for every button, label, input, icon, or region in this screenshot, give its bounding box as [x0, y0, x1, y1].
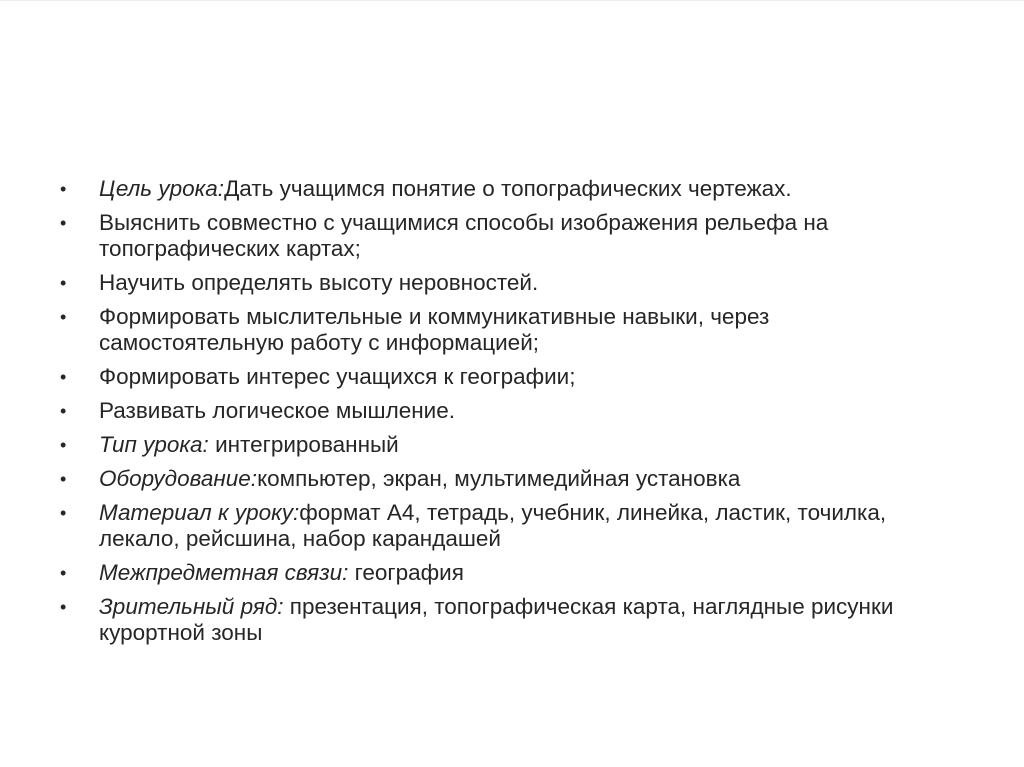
- item-term: Материал к уроку:: [99, 500, 300, 525]
- item-term: Межпредметная связи:: [99, 560, 349, 585]
- list-item: [58, 210, 958, 262]
- item-term: Тип урока:: [99, 432, 209, 457]
- item-term: Оборудование:: [99, 466, 258, 491]
- list-item: [58, 398, 958, 424]
- item-text: Научить определять высоту неровностей.: [99, 270, 539, 295]
- item-text: формат А4, тетрадь, учебник, линейка, ластик, точилка, лекало, рейсшина, набор карандашей: [99, 500, 887, 551]
- bullet-icon: •: [60, 179, 67, 199]
- item-text: Дать учащимся понятие о топографических чертежах.: [224, 176, 792, 201]
- list-item: [58, 466, 958, 492]
- bullet-icon: •: [60, 273, 67, 293]
- bullet-list: [58, 176, 958, 654]
- item-term: Зрительный ряд:: [99, 594, 284, 619]
- bullet-icon: •: [60, 563, 67, 583]
- list-item: [58, 432, 958, 458]
- item-text: интегрированный: [208, 432, 399, 457]
- bullet-icon: •: [60, 213, 67, 233]
- bullet-icon: •: [60, 435, 67, 455]
- item-term: Цель урока:: [99, 176, 225, 201]
- list-item: [58, 270, 958, 296]
- bullet-icon: •: [60, 597, 67, 617]
- bullet-icon: •: [60, 367, 67, 387]
- item-text: Выяснить совместно с учащимися способы изображения рельефа на топографических картах;: [99, 210, 829, 261]
- item-text: Развивать логическое мышление.: [99, 398, 455, 423]
- item-text: география: [348, 560, 464, 585]
- bullet-icon: •: [60, 307, 67, 327]
- list-item: [58, 364, 958, 390]
- item-text: Формировать интерес учащихся к географии;: [99, 364, 576, 389]
- item-text: презентация, топографическая карта, наглядные рисунки курортной зоны: [99, 594, 894, 645]
- list-item: [58, 500, 958, 552]
- item-text: Формировать мыслительные и коммуникативные навыки, через самостоятельную работу с информацией;: [99, 304, 770, 355]
- bullet-icon: •: [60, 469, 67, 489]
- list-item: [58, 176, 958, 202]
- list-item: [58, 304, 958, 356]
- bullet-icon: •: [60, 503, 67, 523]
- list-item: [58, 560, 958, 586]
- bullet-icon: •: [60, 401, 67, 421]
- item-text: компьютер, экран, мультимедийная установка: [257, 466, 741, 491]
- list-item: [58, 594, 958, 646]
